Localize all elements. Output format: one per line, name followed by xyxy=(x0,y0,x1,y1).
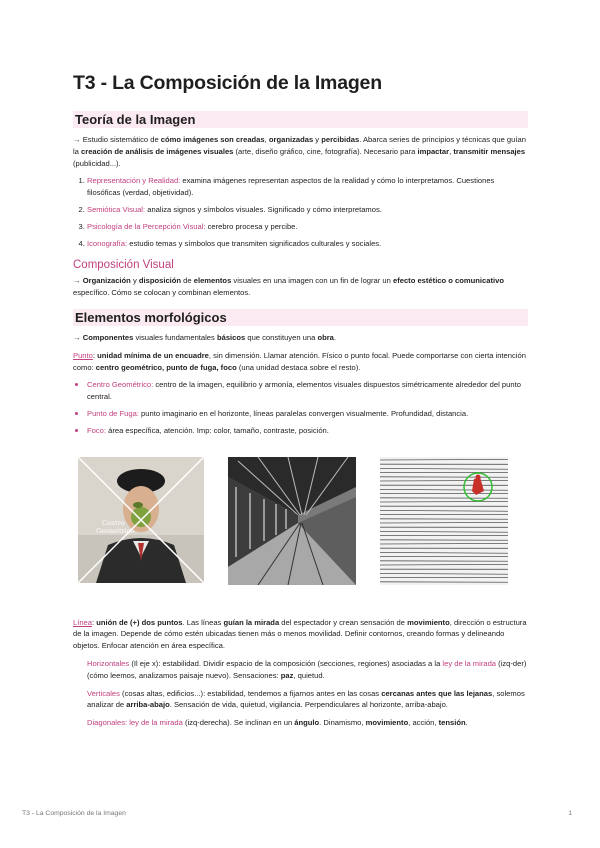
document-page xyxy=(73,72,528,735)
punto-de-fuga-image xyxy=(228,457,356,585)
page-title: T3 - La Composición de la Imagen xyxy=(73,72,382,94)
subheading-composicion: Composición Visual xyxy=(73,259,174,272)
image-caption-line: Geométrico xyxy=(96,526,135,535)
linea-text: Línea: unión de (+) dos puntos. Las líneas guían la mirada del espectador y crean sensación de movimiento, dirección o estructura de la imagen. Depende de cómo estén ubicadas tienen más o menos movilidad. Definir contornos, creando formas y delineando objetos. Enfocar atención en área específica. xyxy=(73,617,527,651)
footer-title: T3 - La Composición de la Imagen xyxy=(22,810,126,817)
page-number: 1 xyxy=(568,810,572,817)
list-item: 1. Representación y Realidad: examina imágenes representan aspectos de la realidad y cómo lo interpretamos. Cuestiones filosóficas (verdad, objetividad). xyxy=(87,175,528,199)
punto-text: Punto: unidad mínima de un encuadre, sin dimensión. Llamar atención. Físico o punto focal. Puede comportarse con cierta intención como: centro geométrico, punto de fuga, foco (una unidad destaca sobre el resto). xyxy=(73,350,526,372)
list-item: 3. Psicología de la Percepción Visual: cerebro procesa y percibe. xyxy=(87,221,528,233)
list-item: 4. Iconografía: estudio temas y símbolos que transmiten significados culturales y sociales. xyxy=(87,238,528,250)
foco-image xyxy=(380,457,508,585)
linea-verticales: Verticales (cosas altas, edificios...): estabilidad, tendemos a fijarnos antes en las cosas cercanas antes que las lejanas, solemos analizar de arriba-abajo. Sensación de vida, quietud, vigilancia. Perpendiculares al horizonte, arriba-abajo. xyxy=(87,688,525,710)
section-heading-teoria: Teoría de la Imagen xyxy=(73,111,528,128)
list-item: • Foco: área específica, atención. Imp: color, tamaño, contraste, posición. xyxy=(87,425,528,437)
teoria-intro: → Estudio sistemático de cómo imágenes son creadas, organizadas y percibidas. Abarca series de principios y técnicas que guían la creación de análisis de imágenes visuales (arte, diseño gráfico, cine, fotografía). Necesario para impactar, transmitir mensajes (publicidad...). xyxy=(73,135,526,168)
list-item: • Punto de Fuga: punto imaginario en el horizonte, líneas paralelas convergen visualmente. Profundidad, distancia. xyxy=(87,408,528,420)
list-item: • Centro Geométrico: centro de la imagen, equilibrio y armonía, elementos visuales dispuestos simétricamente alrededor del punto central. xyxy=(87,379,528,403)
section-heading-elementos: Elementos morfológicos xyxy=(73,309,528,326)
list-item: 2. Semiótica Visual: analiza signos y símbolos visuales. Significado y cómo interpretamos. xyxy=(87,204,528,216)
linea-diagonales: Diagonales: ley de la mirada (izq-derecha). Se inclinan en un ángulo. Dinamismo, movimiento, acción, tensión. xyxy=(87,718,468,728)
image-caption-line: Centro xyxy=(102,518,125,527)
image-gallery xyxy=(70,457,528,585)
linea-horizontales: Horizontales (Il eje x): estabilidad. Dividir espacio de la composición (secciones, regiones) asociadas a la ley de la mirada (izq-der) (cómo leemos, analizamos paisaje nuevo). Sensaciones: paz, quietud. xyxy=(87,658,527,680)
centro-geometrico-image xyxy=(78,457,204,583)
punto-bullets xyxy=(73,379,528,436)
composicion-text: → Organización y disposición de elementos visuales en una imagen con un fin de lograr un efecto estético o comunicativo específico. Cómo se colocan y combinan elementos. xyxy=(73,276,504,298)
elementos-intro: → Componentes visuales fundamentales básicos que constituyen una obra. xyxy=(73,332,337,342)
teoria-list xyxy=(73,175,528,249)
